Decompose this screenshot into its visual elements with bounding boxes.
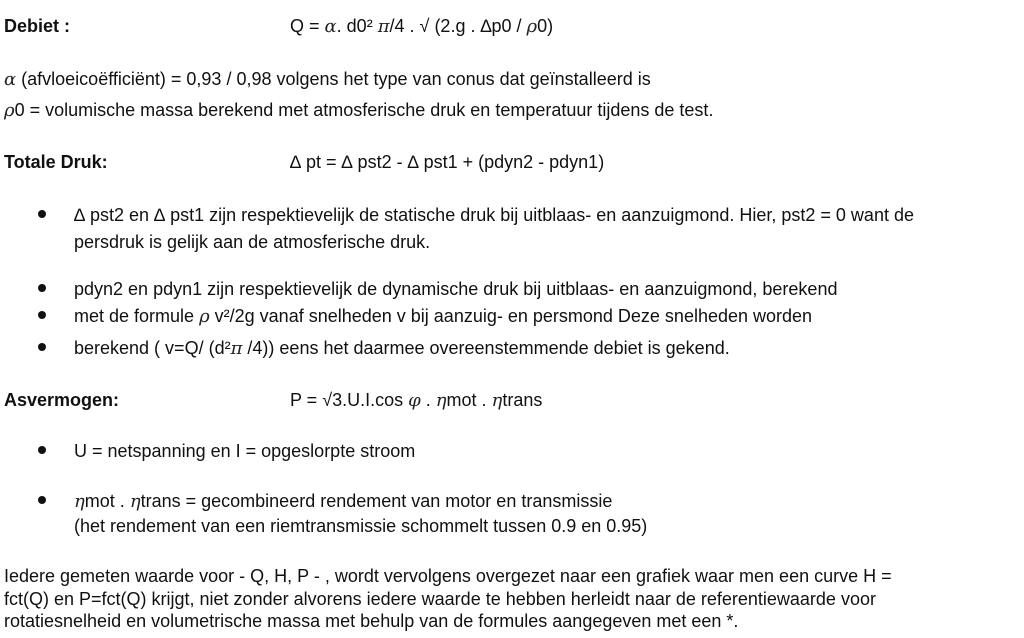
alpha-symbol: α	[324, 16, 337, 37]
bullet-static-pressure: ∆ pst2 en ∆ pst1 zijn respektievelijk de statische druk bij uitblaas- en aanzuigmond. Hier, pst2 = 0 want de	[74, 205, 914, 225]
bullet-dot	[38, 210, 46, 218]
asvermogen-formula: P = √3.U.I.cos φ . ηmot . ηtrans	[290, 390, 543, 411]
bullet-voltage-current: U = netspanning en I = opgeslorpte stroom	[74, 441, 416, 461]
bullet-efficiency-note: (het rendement van een riemtransmissie schommelt tussen 0.9 en 0.95)	[74, 516, 648, 536]
eta-symbol: η	[129, 491, 141, 512]
rho-symbol: ρ	[526, 16, 538, 37]
totale-druk-label: Totale Druk:	[4, 152, 108, 172]
closing-line-2: fct(Q) en P=fct(Q) krijgt, niet zonder alvorens iedere waarde te hebben herleidt naar de referentiewaarde voor	[4, 589, 876, 609]
eta-symbol: η	[491, 390, 503, 411]
pi-symbol: π	[377, 16, 390, 37]
eta-symbol: η	[435, 390, 447, 411]
asvermogen-label: Asvermogen:	[4, 390, 120, 410]
bullet-dot	[38, 311, 46, 319]
bullet-dot	[38, 446, 46, 454]
bullet-dot	[38, 343, 46, 351]
bullet-dynamic-pressure: pdyn2 en pdyn1 zijn respektievelijk de dynamische druk bij uitblaas- en aanzuigmond, berekend	[74, 279, 838, 299]
bullet-efficiency: ηmot . ηtrans = gecombineerd rendement van motor en transmissie	[74, 491, 613, 512]
bullet-formula-line: met de formule ρ v²/2g vanaf snelheden v bij aanzuig- en persmond Deze snelheden worden	[74, 306, 813, 327]
rho-symbol: ρ	[199, 306, 210, 327]
alpha-symbol: α	[4, 69, 17, 90]
bullet-dot	[38, 284, 46, 292]
closing-line-1: Iedere gemeten waarde voor - Q, H, P - , wordt vervolgens overgezet naar een grafiek waar men een curve H =	[4, 566, 892, 586]
closing-line-3: rotatiesnelheid en volumetrische massa met behulp van de formules aangegeven met een *.	[4, 611, 739, 631]
bullet-computed-line: berekend ( v=Q/ (d²π /4)) eens het daarmee overeenstemmende debiet is gekend.	[74, 338, 730, 359]
alpha-definition: α (afvloeicoëfficiënt) = 0,93 / 0,98 volgens het type van conus dat geïnstalleerd is	[4, 69, 651, 90]
phi-symbol: φ	[408, 390, 421, 411]
eta-symbol: η	[74, 491, 85, 512]
pi-symbol: π	[230, 338, 243, 359]
bullet-static-pressure-cont: persdruk is gelijk aan de atmosferische druk.	[74, 232, 431, 252]
debiet-formula: Q = α. d0² π/4 . √ (2.g . ∆p0 / ρ0)	[290, 16, 554, 37]
rho-symbol: ρ	[4, 100, 15, 121]
bullet-dot	[38, 496, 46, 504]
debiet-label: Debiet :	[4, 16, 71, 36]
rho-definition: ρ0 = volumische massa berekend met atmosferische druk en temperatuur tijdens de test.	[4, 100, 714, 121]
totale-druk-formula: ∆ pt = ∆ pst2 - ∆ pst1 + (pdyn2 - pdyn1)	[290, 152, 605, 172]
